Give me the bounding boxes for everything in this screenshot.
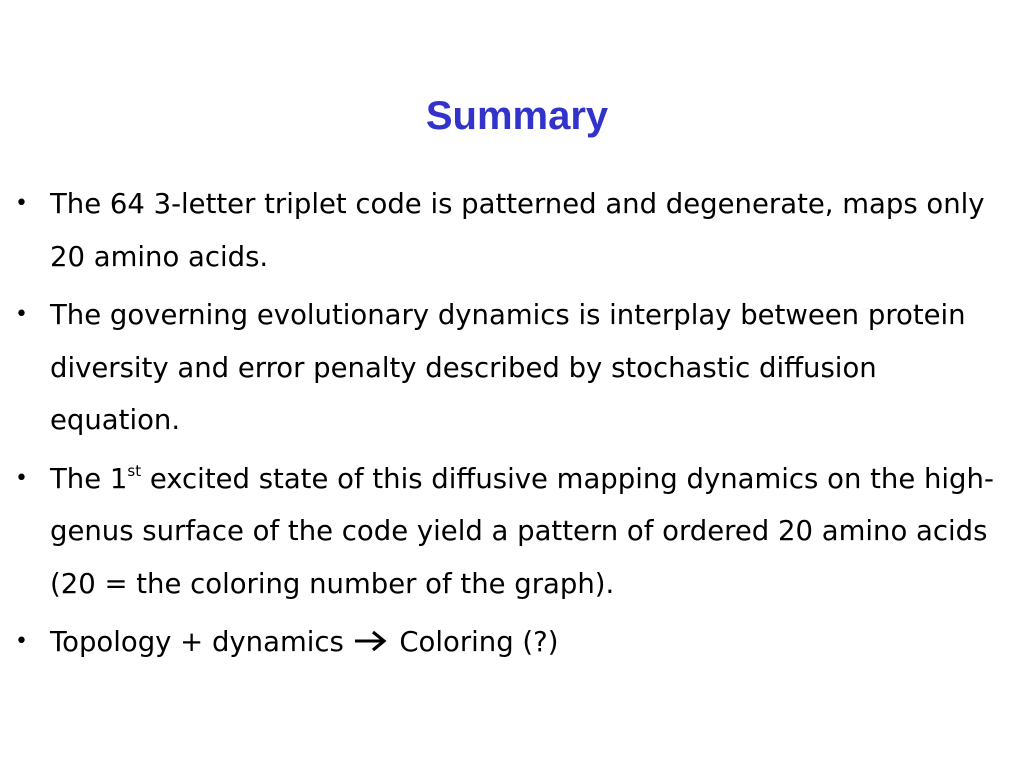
bullet-list — [10, 178, 1010, 675]
bullet-text-start: Topology + dynamics — [50, 626, 353, 658]
bullet-item-dynamics — [10, 289, 1010, 447]
bullet-text-rest: Coloring (?) — [390, 626, 559, 658]
bullet-item-code — [10, 178, 1010, 283]
bullet-marker: • — [15, 191, 28, 216]
bullet-marker: • — [15, 629, 28, 654]
bullet-item-excited-state — [10, 453, 1010, 611]
right-arrow-icon — [353, 627, 391, 655]
bullet-marker: • — [15, 302, 28, 327]
ordinal-superscript: st — [127, 461, 142, 480]
bullet-text: The 64 3-letter triplet code is patterned and degenerate, maps only 20 amino acids. — [50, 188, 985, 273]
bullet-item-topology — [10, 616, 1010, 669]
bullet-text-rest: excited state of this diffusive mapping dynamics on the high-genus surface of the code yield a pattern of ordered 20 amino acids (20 = the coloring number of the graph). — [50, 462, 994, 600]
bullet-text-start: The 1 — [50, 462, 128, 495]
bullet-text: The governing evolutionary dynamics is interplay between protein diversity and error penalty described by stochastic diffusion equation. — [50, 299, 966, 436]
slide-title: Summary — [425, 94, 609, 138]
bullet-marker: • — [15, 465, 28, 491]
